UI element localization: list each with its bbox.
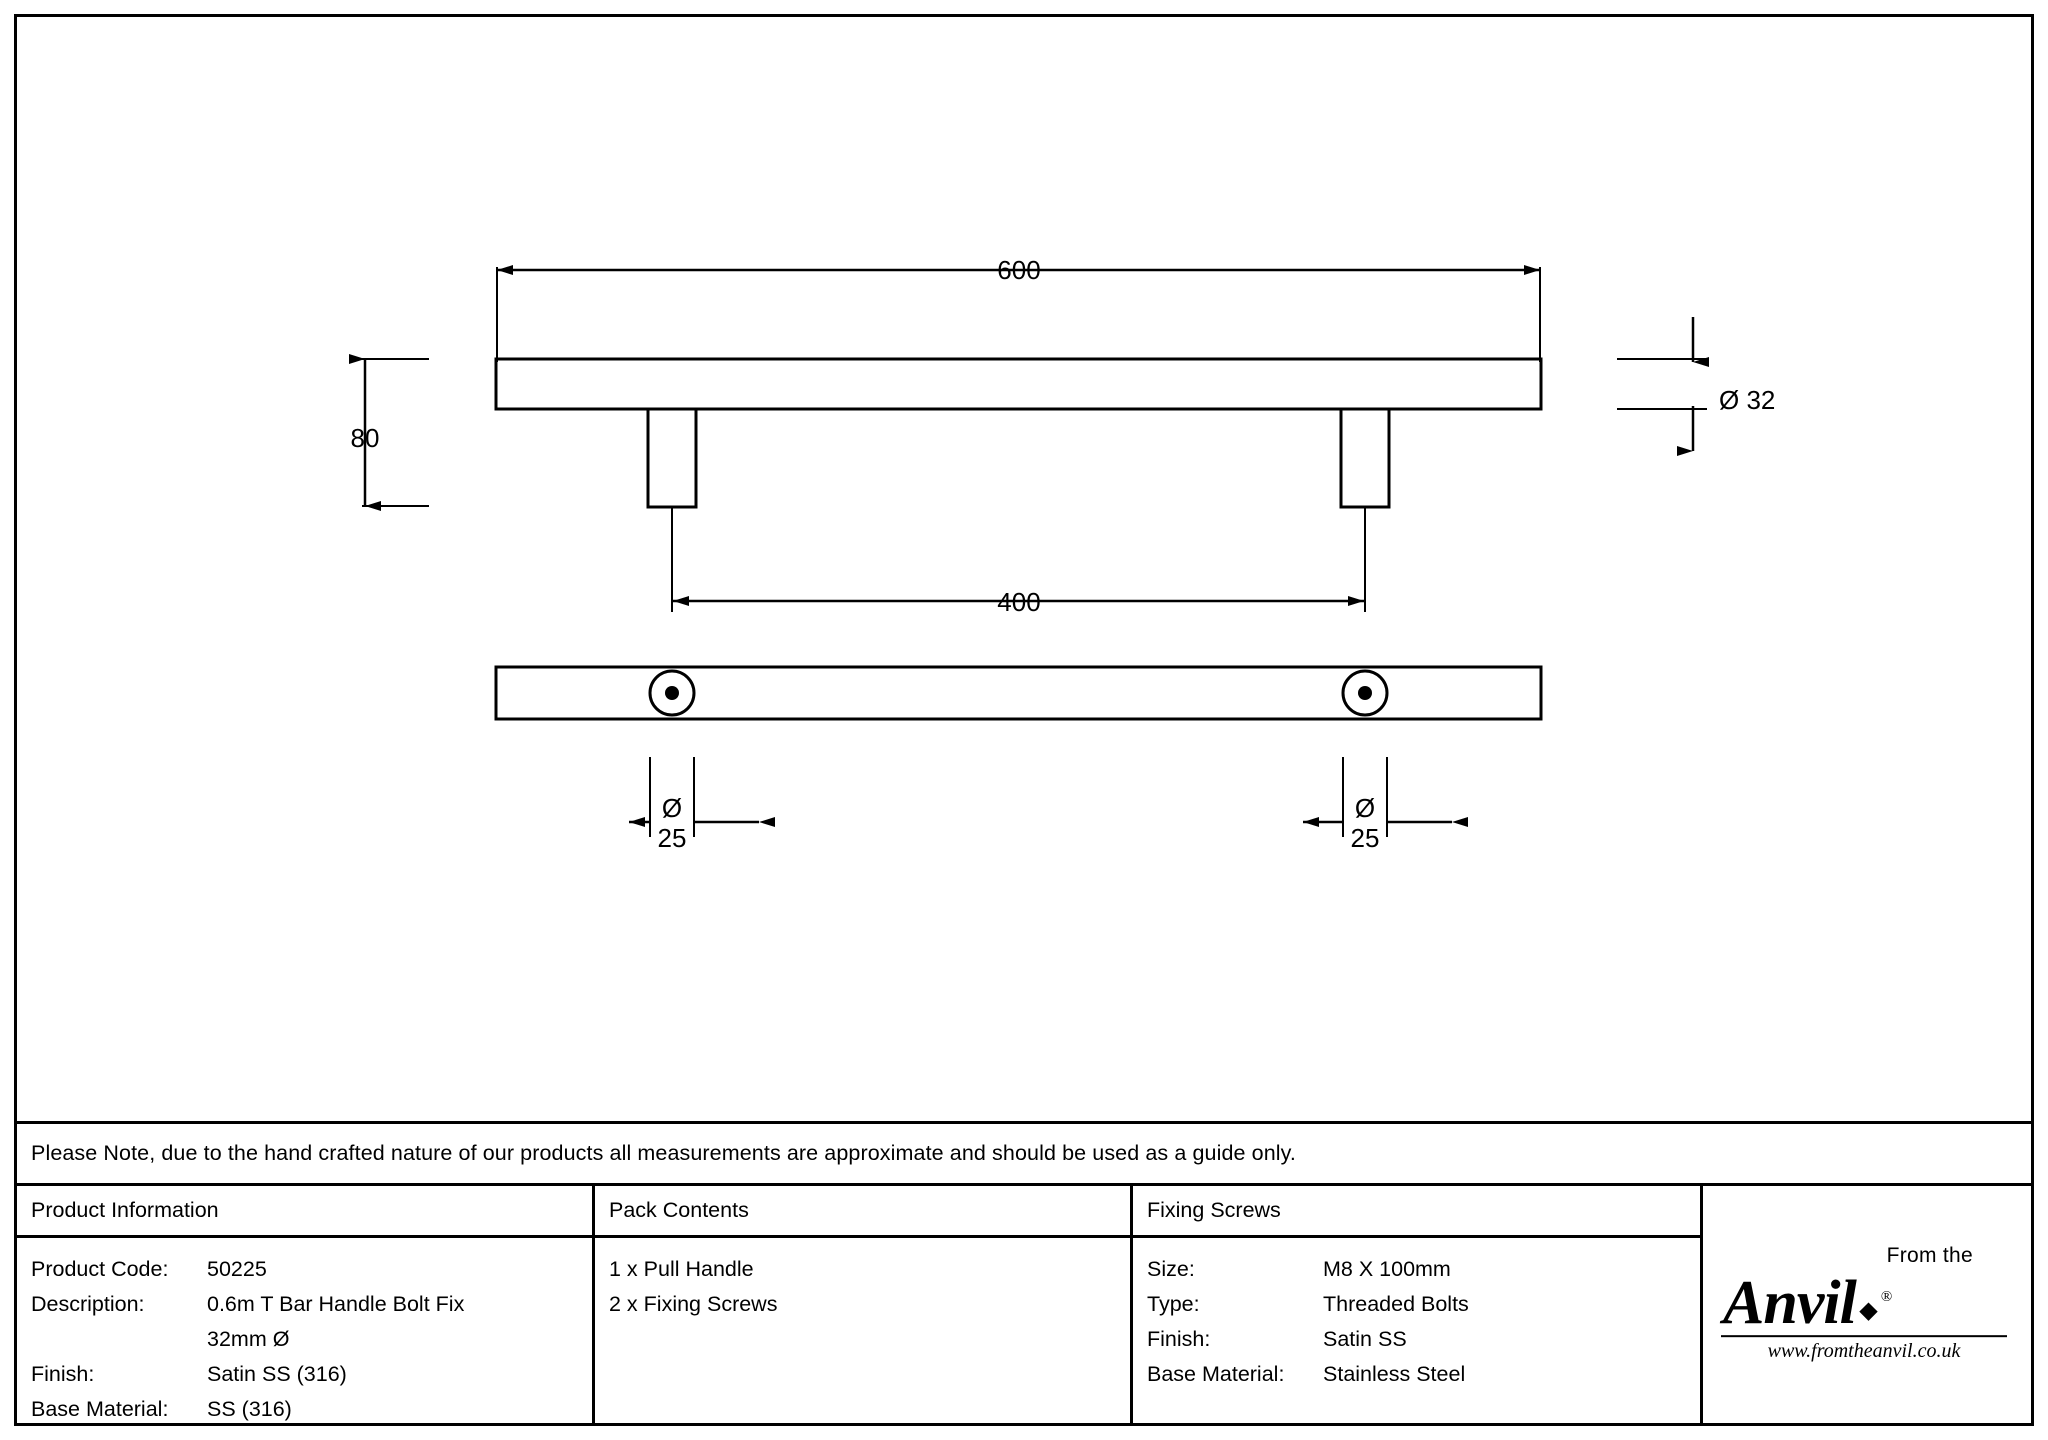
logo-top-text: From the <box>1886 1243 1973 1267</box>
description-value: 0.6m T Bar Handle Bolt Fix <box>207 1292 465 1316</box>
description-value-cont: 32mm Ø <box>207 1327 290 1351</box>
dim-leg-diameter-symbol-left: Ø <box>661 793 683 823</box>
fixing-screws-heading: Fixing Screws <box>1133 1186 1700 1238</box>
product-code-value: 50225 <box>207 1257 267 1281</box>
finish-label: Finish: <box>31 1362 95 1386</box>
product-code-label: Product Code: <box>31 1257 169 1281</box>
dim-leg-diameter-value-left: 25 <box>657 823 687 853</box>
base-material-value: SS (316) <box>207 1397 292 1421</box>
pack-contents-heading: Pack Contents <box>595 1186 1130 1238</box>
brand-logo-column <box>1703 1186 2025 1423</box>
list-item: 1 x Pull Handle <box>609 1257 754 1281</box>
screw-type-label: Type: <box>1147 1292 1200 1316</box>
list-item: 2 x Fixing Screws <box>609 1292 778 1316</box>
table-row <box>31 1357 592 1392</box>
diamond-icon <box>1859 1303 1877 1321</box>
screw-base-material-label: Base Material: <box>1147 1362 1285 1386</box>
screw-finish-value: Satin SS <box>1323 1327 1407 1351</box>
registered-trademark-icon: ® <box>1880 1288 1892 1305</box>
product-information-column <box>17 1186 595 1423</box>
measurement-note: Please Note, due to the hand crafted nature of our products all measurements are approximate and should be used as a guide only. <box>31 1141 1296 1165</box>
dim-leg-diameter-value-right: 25 <box>1350 823 1380 853</box>
dim-leg-diameter-symbol-right: Ø <box>1354 793 1376 823</box>
dim-bar-diameter: Ø 32 <box>1719 385 1776 415</box>
screw-size-label: Size: <box>1147 1257 1195 1281</box>
pack-contents-column <box>595 1186 1133 1423</box>
description-label-cont <box>31 1322 207 1357</box>
table-row <box>31 1322 592 1357</box>
dim-overall-length: 600 <box>997 255 1041 285</box>
table-row <box>1147 1322 1700 1357</box>
screw-type-value: Threaded Bolts <box>1323 1292 1469 1316</box>
table-row <box>31 1392 592 1427</box>
table-row <box>1147 1287 1700 1322</box>
table-row <box>1147 1252 1700 1287</box>
dim-centres: 400 <box>997 587 1041 617</box>
logo-wordmark: Anvil <box>1723 1268 1856 1337</box>
table-row <box>1147 1357 1700 1392</box>
product-information-heading: Product Information <box>17 1186 592 1238</box>
screw-finish-label: Finish: <box>1147 1327 1211 1351</box>
dim-projection: 80 <box>350 423 380 453</box>
screw-base-material-value: Stainless Steel <box>1323 1362 1466 1386</box>
base-material-label: Base Material: <box>31 1397 169 1421</box>
fixing-screws-column <box>1133 1186 1703 1423</box>
description-label: Description: <box>31 1292 145 1316</box>
note-row <box>17 1121 2031 1183</box>
brand-logo <box>1721 1243 2007 1364</box>
info-table <box>17 1183 2031 1423</box>
table-row <box>31 1252 592 1287</box>
technical-drawing <box>17 17 2031 1121</box>
logo-url: www.fromtheanvil.co.uk <box>1721 1335 2007 1363</box>
finish-value: Satin SS (316) <box>207 1362 347 1386</box>
table-row <box>31 1287 592 1322</box>
screw-size-value: M8 X 100mm <box>1323 1257 1451 1281</box>
drawing-sheet <box>14 14 2034 1426</box>
